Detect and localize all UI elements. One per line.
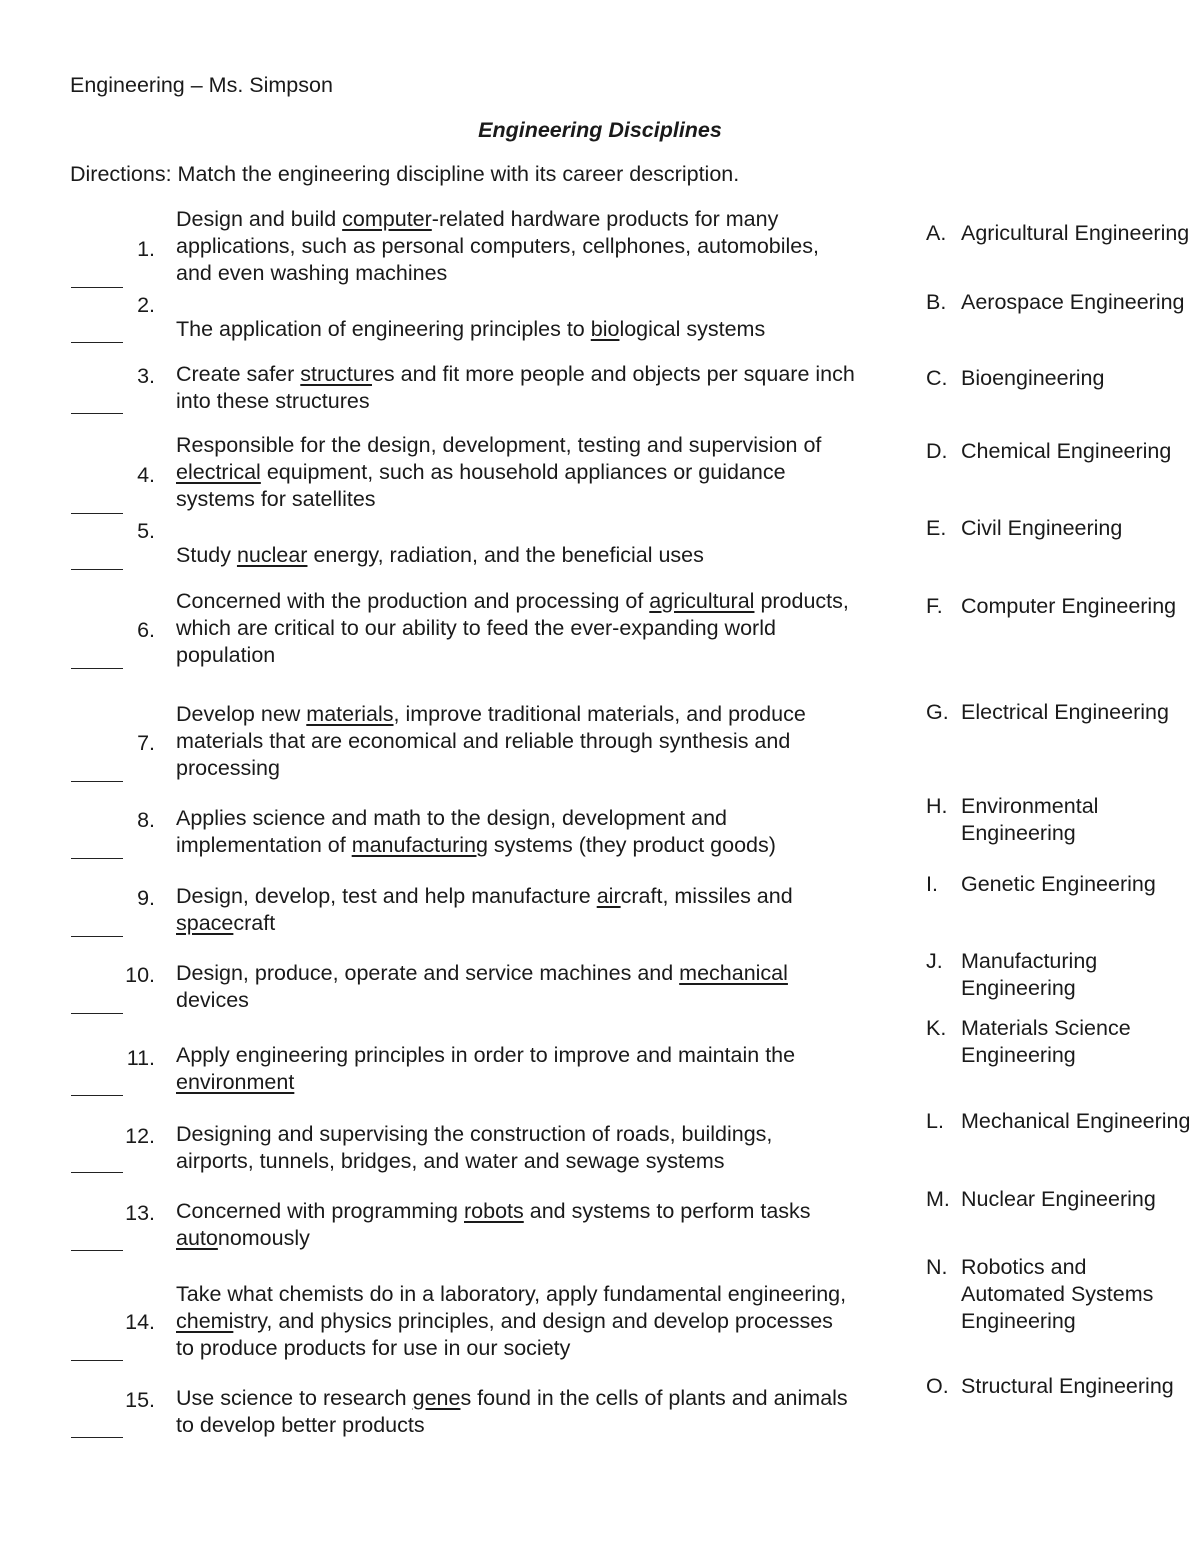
option-name: Chemical Engineering — [961, 439, 1172, 463]
description-text: Concerned with programming — [176, 1199, 464, 1223]
option-letter: E. — [926, 516, 947, 540]
underlined-keyword: air — [596, 884, 621, 908]
question-description — [176, 1042, 856, 1096]
description-text: devices — [176, 988, 249, 1012]
question-number: 14. — [125, 1310, 155, 1334]
description-text: Take what chemists do in a laboratory, apply fundamental engineering, — [176, 1282, 847, 1306]
description-text: craft — [233, 911, 276, 935]
question-number: 11. — [126, 1046, 155, 1070]
option-letter: B. — [926, 290, 947, 314]
option-name: Materials Science Engineering — [961, 1016, 1131, 1067]
question-number: 7. — [137, 731, 155, 755]
option-name: Electrical Engineering — [961, 700, 1169, 724]
description-text: The application of engineering principles to — [176, 317, 591, 341]
description-text: Design, develop, test and help manufacture — [176, 884, 597, 908]
question-number: 10. — [125, 963, 155, 987]
question-description — [176, 542, 856, 569]
question-description — [176, 1385, 856, 1439]
question-description — [176, 1281, 856, 1362]
description-text: Concerned with the production and processing of — [176, 589, 650, 613]
option-name: Nuclear Engineering — [961, 1187, 1156, 1211]
option-letter: O. — [926, 1374, 949, 1398]
answer-blank[interactable] — [71, 1095, 123, 1096]
question-number: 3. — [137, 364, 155, 388]
answer-blank[interactable] — [71, 413, 123, 414]
page-header: Engineering – Ms. Simpson — [70, 73, 333, 97]
option-letter: K. — [926, 1016, 947, 1040]
question-description — [176, 588, 856, 669]
option-letter: F. — [926, 594, 943, 618]
underlined-keyword: chemi — [176, 1309, 234, 1333]
description-text: Applies science and math to the design, development and implementation of — [176, 806, 728, 857]
underlined-keyword: materials — [306, 702, 394, 726]
question-number: 1. — [137, 237, 155, 261]
question-description — [176, 805, 856, 859]
description-text: Designing and supervising the construction of roads, buildings, airports, tunnels, bridges, and water and sewage systems — [176, 1122, 773, 1173]
option-name: Genetic Engineering — [961, 872, 1156, 896]
option-name: Environmental Engineering — [961, 794, 1099, 845]
question-number: 5. — [137, 519, 155, 543]
answer-blank[interactable] — [71, 1437, 123, 1438]
question-number: 6. — [137, 618, 155, 642]
description-text: Use science to research — [176, 1386, 413, 1410]
description-text: , improve traditional materials, and produce materials that are economical and reliable through synthesis and processing — [176, 702, 806, 780]
description-text: Develop new — [176, 702, 307, 726]
option-letter: H. — [926, 794, 948, 818]
question-number: 13. — [125, 1201, 155, 1225]
option-name: Structural Engineering — [961, 1374, 1174, 1398]
description-text: stry, and physics principles, and design and develop processes to produce products for use in our society — [176, 1309, 833, 1360]
description-text: Study — [176, 543, 237, 567]
answer-blank[interactable] — [71, 287, 123, 288]
underlined-keyword: electrical — [176, 460, 261, 484]
option-name: Mechanical Engineering — [961, 1109, 1191, 1133]
question-description — [176, 1198, 856, 1252]
option-name: Bioengineering — [961, 366, 1105, 390]
question-number: 15. — [125, 1388, 155, 1412]
description-text: Design and build — [176, 207, 343, 231]
description-text: craft, missiles and — [620, 884, 793, 908]
option-name: Aerospace Engineering — [961, 290, 1185, 314]
description-text: Responsible for the design, development, testing and supervision of — [176, 433, 822, 457]
question-number: 4. — [137, 463, 155, 487]
underlined-keyword: space — [176, 911, 234, 935]
description-text: systems (they product goods) — [487, 833, 776, 857]
option-letter: I. — [926, 872, 938, 896]
option-letter: N. — [926, 1255, 948, 1279]
description-text: es and fit more people and objects per square inch into these structures — [176, 362, 855, 413]
answer-blank[interactable] — [71, 936, 123, 937]
answer-blank[interactable] — [71, 342, 123, 343]
question-number: 2. — [137, 293, 155, 317]
answer-blank[interactable] — [71, 513, 123, 514]
option-letter: G. — [926, 700, 949, 724]
underlined-keyword: bio — [590, 317, 620, 341]
description-text: Apply engineering principles in order to improve and maintain the — [176, 1043, 796, 1067]
option-letter: A. — [926, 221, 947, 245]
question-description — [176, 883, 856, 937]
answer-blank[interactable] — [71, 668, 123, 669]
underlined-keyword: computer — [342, 207, 432, 231]
question-number: 9. — [137, 886, 155, 910]
underlined-keyword: manufacturing — [351, 833, 488, 857]
description-text: nomously — [217, 1226, 310, 1250]
question-description — [176, 206, 856, 287]
answer-blank[interactable] — [71, 781, 123, 782]
option-name: Agricultural Engineering — [961, 221, 1190, 245]
question-description — [176, 701, 856, 782]
question-description — [176, 1121, 856, 1175]
option-letter: L. — [926, 1109, 944, 1133]
answer-blank[interactable] — [71, 858, 123, 859]
underlined-keyword: environment — [176, 1070, 295, 1094]
page-title: Engineering Disciplines — [478, 118, 722, 142]
option-letter: M. — [926, 1187, 950, 1211]
option-name: Computer Engineering — [961, 594, 1177, 618]
question-number: 12. — [125, 1124, 155, 1148]
description-text: products, which are critical to our ability to feed the ever-expanding world population — [176, 589, 849, 667]
underlined-keyword: mechanical — [679, 961, 788, 985]
description-text: and systems to perform tasks — [523, 1199, 811, 1223]
option-name: Manufacturing Engineering — [961, 949, 1098, 1000]
question-description — [176, 432, 856, 513]
option-name: Robotics and Automated Systems Engineering — [961, 1255, 1154, 1333]
description-text: logical systems — [619, 317, 766, 341]
answer-blank[interactable] — [71, 1250, 123, 1251]
description-text: Design, produce, operate and service machines and — [176, 961, 680, 985]
answer-blank[interactable] — [71, 569, 123, 570]
question-description — [176, 361, 856, 415]
underlined-keyword: robots — [464, 1199, 524, 1223]
description-text: equipment, such as household appliances or guidance systems for satellites — [176, 460, 786, 511]
underlined-keyword: agricultural — [649, 589, 755, 613]
option-letter: C. — [926, 366, 948, 390]
description-text: -related hardware products for many applications, such as personal computers, cellphones, automobiles, and even washing machines — [176, 207, 819, 285]
description-text: energy, radiation, and the beneficial uses — [307, 543, 704, 567]
question-description — [176, 960, 856, 1014]
option-name: Civil Engineering — [961, 516, 1123, 540]
directions-text: Directions: Match the engineering discipline with its career description. — [70, 162, 740, 186]
question-description — [176, 316, 856, 343]
answer-blank[interactable] — [71, 1013, 123, 1014]
underlined-keyword: auto — [176, 1226, 218, 1250]
option-letter: J. — [926, 949, 943, 973]
description-text: s found in the cells of plants and animals to develop better products — [176, 1386, 848, 1437]
underlined-keyword: gene — [412, 1386, 461, 1410]
underlined-keyword: structur — [300, 362, 372, 386]
answer-blank[interactable] — [71, 1172, 123, 1173]
underlined-keyword: nuclear — [236, 543, 308, 567]
question-number: 8. — [137, 808, 155, 832]
answer-blank[interactable] — [71, 1360, 123, 1361]
description-text: Create safer — [176, 362, 301, 386]
option-letter: D. — [926, 439, 948, 463]
